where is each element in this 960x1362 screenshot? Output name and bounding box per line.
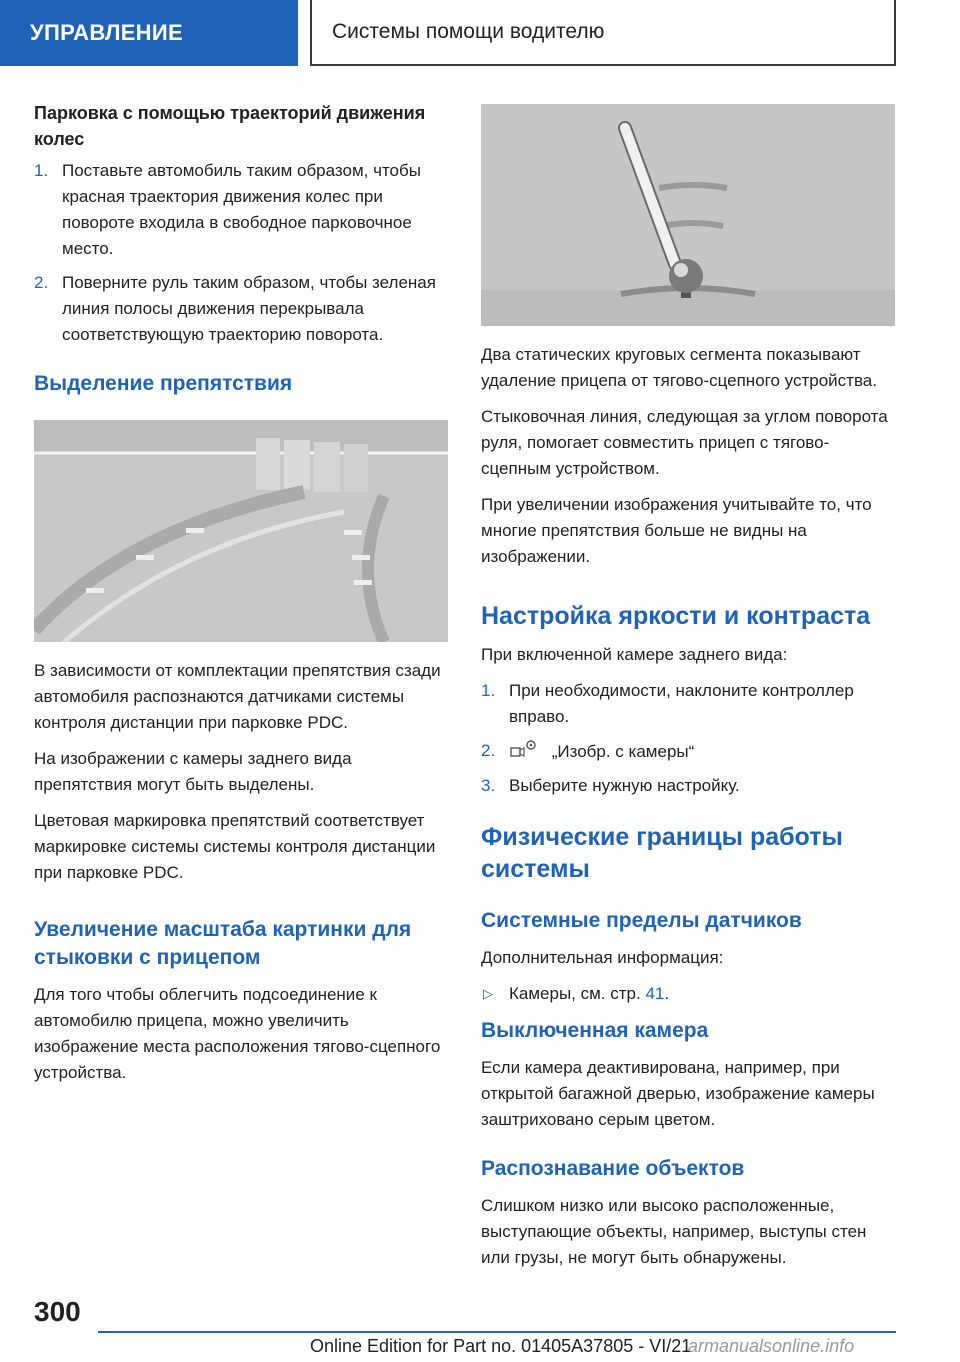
step-number: 1. [481, 681, 496, 700]
hitch-illustration [481, 104, 895, 326]
obstacles-para-2: На изображении с камеры заднего вида препятствия могут быть выделены. [34, 749, 352, 794]
step-number: 1. [34, 161, 49, 180]
edition-text: Online Edition for Part no. 01405A37805 - VI/21 [310, 1336, 692, 1356]
step-number: 2. [34, 273, 49, 292]
list-item [481, 678, 895, 730]
section-label: УПРАВЛЕНИЕ [30, 20, 183, 45]
step-text: Поверните руль таким образом, чтобы зеленая линия полосы движения перекрывала соответствующую траекторию поворота. [62, 273, 436, 344]
triangle-right-icon: ▷ [483, 986, 493, 1001]
list-item [34, 158, 448, 262]
wheel-path-heading: Парковка с помощью траекторий движения колес [34, 103, 426, 149]
obstacles-heading: Выделение препятствия [34, 372, 293, 395]
footer-rule [98, 1331, 896, 1333]
obstacle-illustration [34, 420, 448, 642]
brightness-heading: Настройка яркости и контраста [481, 602, 871, 630]
page-number: 300 [34, 1296, 81, 1327]
right-column [481, 104, 895, 1281]
obstacles-para-1: В зависимости от комплектации препятствия сзади автомобиля распознаются датчиками системы контроля дистанции при парковке PDC. [34, 661, 441, 732]
camera-off-heading: Выключенная камера [481, 1019, 709, 1042]
left-column [34, 100, 448, 1096]
zoom-heading: Увеличение масштаба картинки для стыковки с прицепом [34, 918, 412, 969]
object-detect-heading: Распознавание объектов [481, 1157, 745, 1180]
chapter-title-text: Системы помощи водителю [332, 20, 605, 43]
object-detect-para: Слишком низко или высоко расположенные, выступающие объекты, например, выступы стен или грузы, не могут быть обнаружены. [481, 1196, 867, 1267]
obstacles-para-3: Цветовая маркировка препятствий соответствует маркировке системы системы контроля дистанции при парковке PDC. [34, 811, 436, 882]
more-info-label: Дополнительная информация: [481, 948, 724, 967]
steps-list-1 [34, 158, 448, 348]
hitch-camera-image [481, 104, 895, 326]
hitch-para-3: При увеличении изображения учитывайте то, что многие препятствия больше не видны на изображении. [481, 495, 872, 566]
step-text: „Изобр. с камеры“ [551, 742, 695, 761]
chapter-title [310, 0, 896, 66]
step-number: 2. [481, 741, 496, 760]
watermark: armanualsonline.info [688, 1336, 855, 1356]
section-tab [0, 0, 298, 66]
steps-list-2 [481, 678, 895, 799]
list-item [481, 981, 895, 1007]
zoom-para: Для того чтобы облегчить подсоединение к автомобилю прицепа, можно увеличить изображение места расположения тягово-сцепного устройства. [34, 985, 441, 1082]
camera-off-para: Если камера деактивирована, например, при открытой багажной дверью, изображение камеры заштриховано серым цветом. [481, 1058, 875, 1129]
step-text: Поставьте автомобиль таким образом, чтобы красная траектория движения колес при повороте входила в свободное парковочное место. [62, 161, 421, 258]
obstacle-camera-image [34, 420, 448, 642]
list-item [481, 773, 895, 799]
step-text: При необходимости, наклоните контроллер вправо. [509, 681, 854, 726]
sensor-limits-heading: Системные пределы датчиков [481, 909, 802, 932]
step-text: Выберите нужную настройку. [509, 776, 740, 795]
brightness-intro: При включенной камере заднего вида: [481, 645, 788, 664]
cameras-ref-dot: . [664, 984, 670, 1003]
step-number: 3. [481, 776, 496, 795]
info-list [481, 981, 895, 1007]
limits-heading: Физические границы работы системы [481, 823, 843, 883]
cameras-ref-text: Камеры, см. стр. [509, 984, 641, 1003]
page-link[interactable]: 41 [645, 984, 665, 1003]
hitch-para-2: Стыковочная линия, следующая за углом поворота руля, помогает совместить прицеп с тягово-сцепным устройством. [481, 407, 888, 478]
list-item [34, 270, 448, 348]
hitch-para-1: Два статических круговых сегмента показывают удаление прицепа от тягово-сцепного устройства. [481, 345, 877, 390]
camera-gear-icon [509, 738, 539, 758]
list-item [481, 738, 895, 765]
